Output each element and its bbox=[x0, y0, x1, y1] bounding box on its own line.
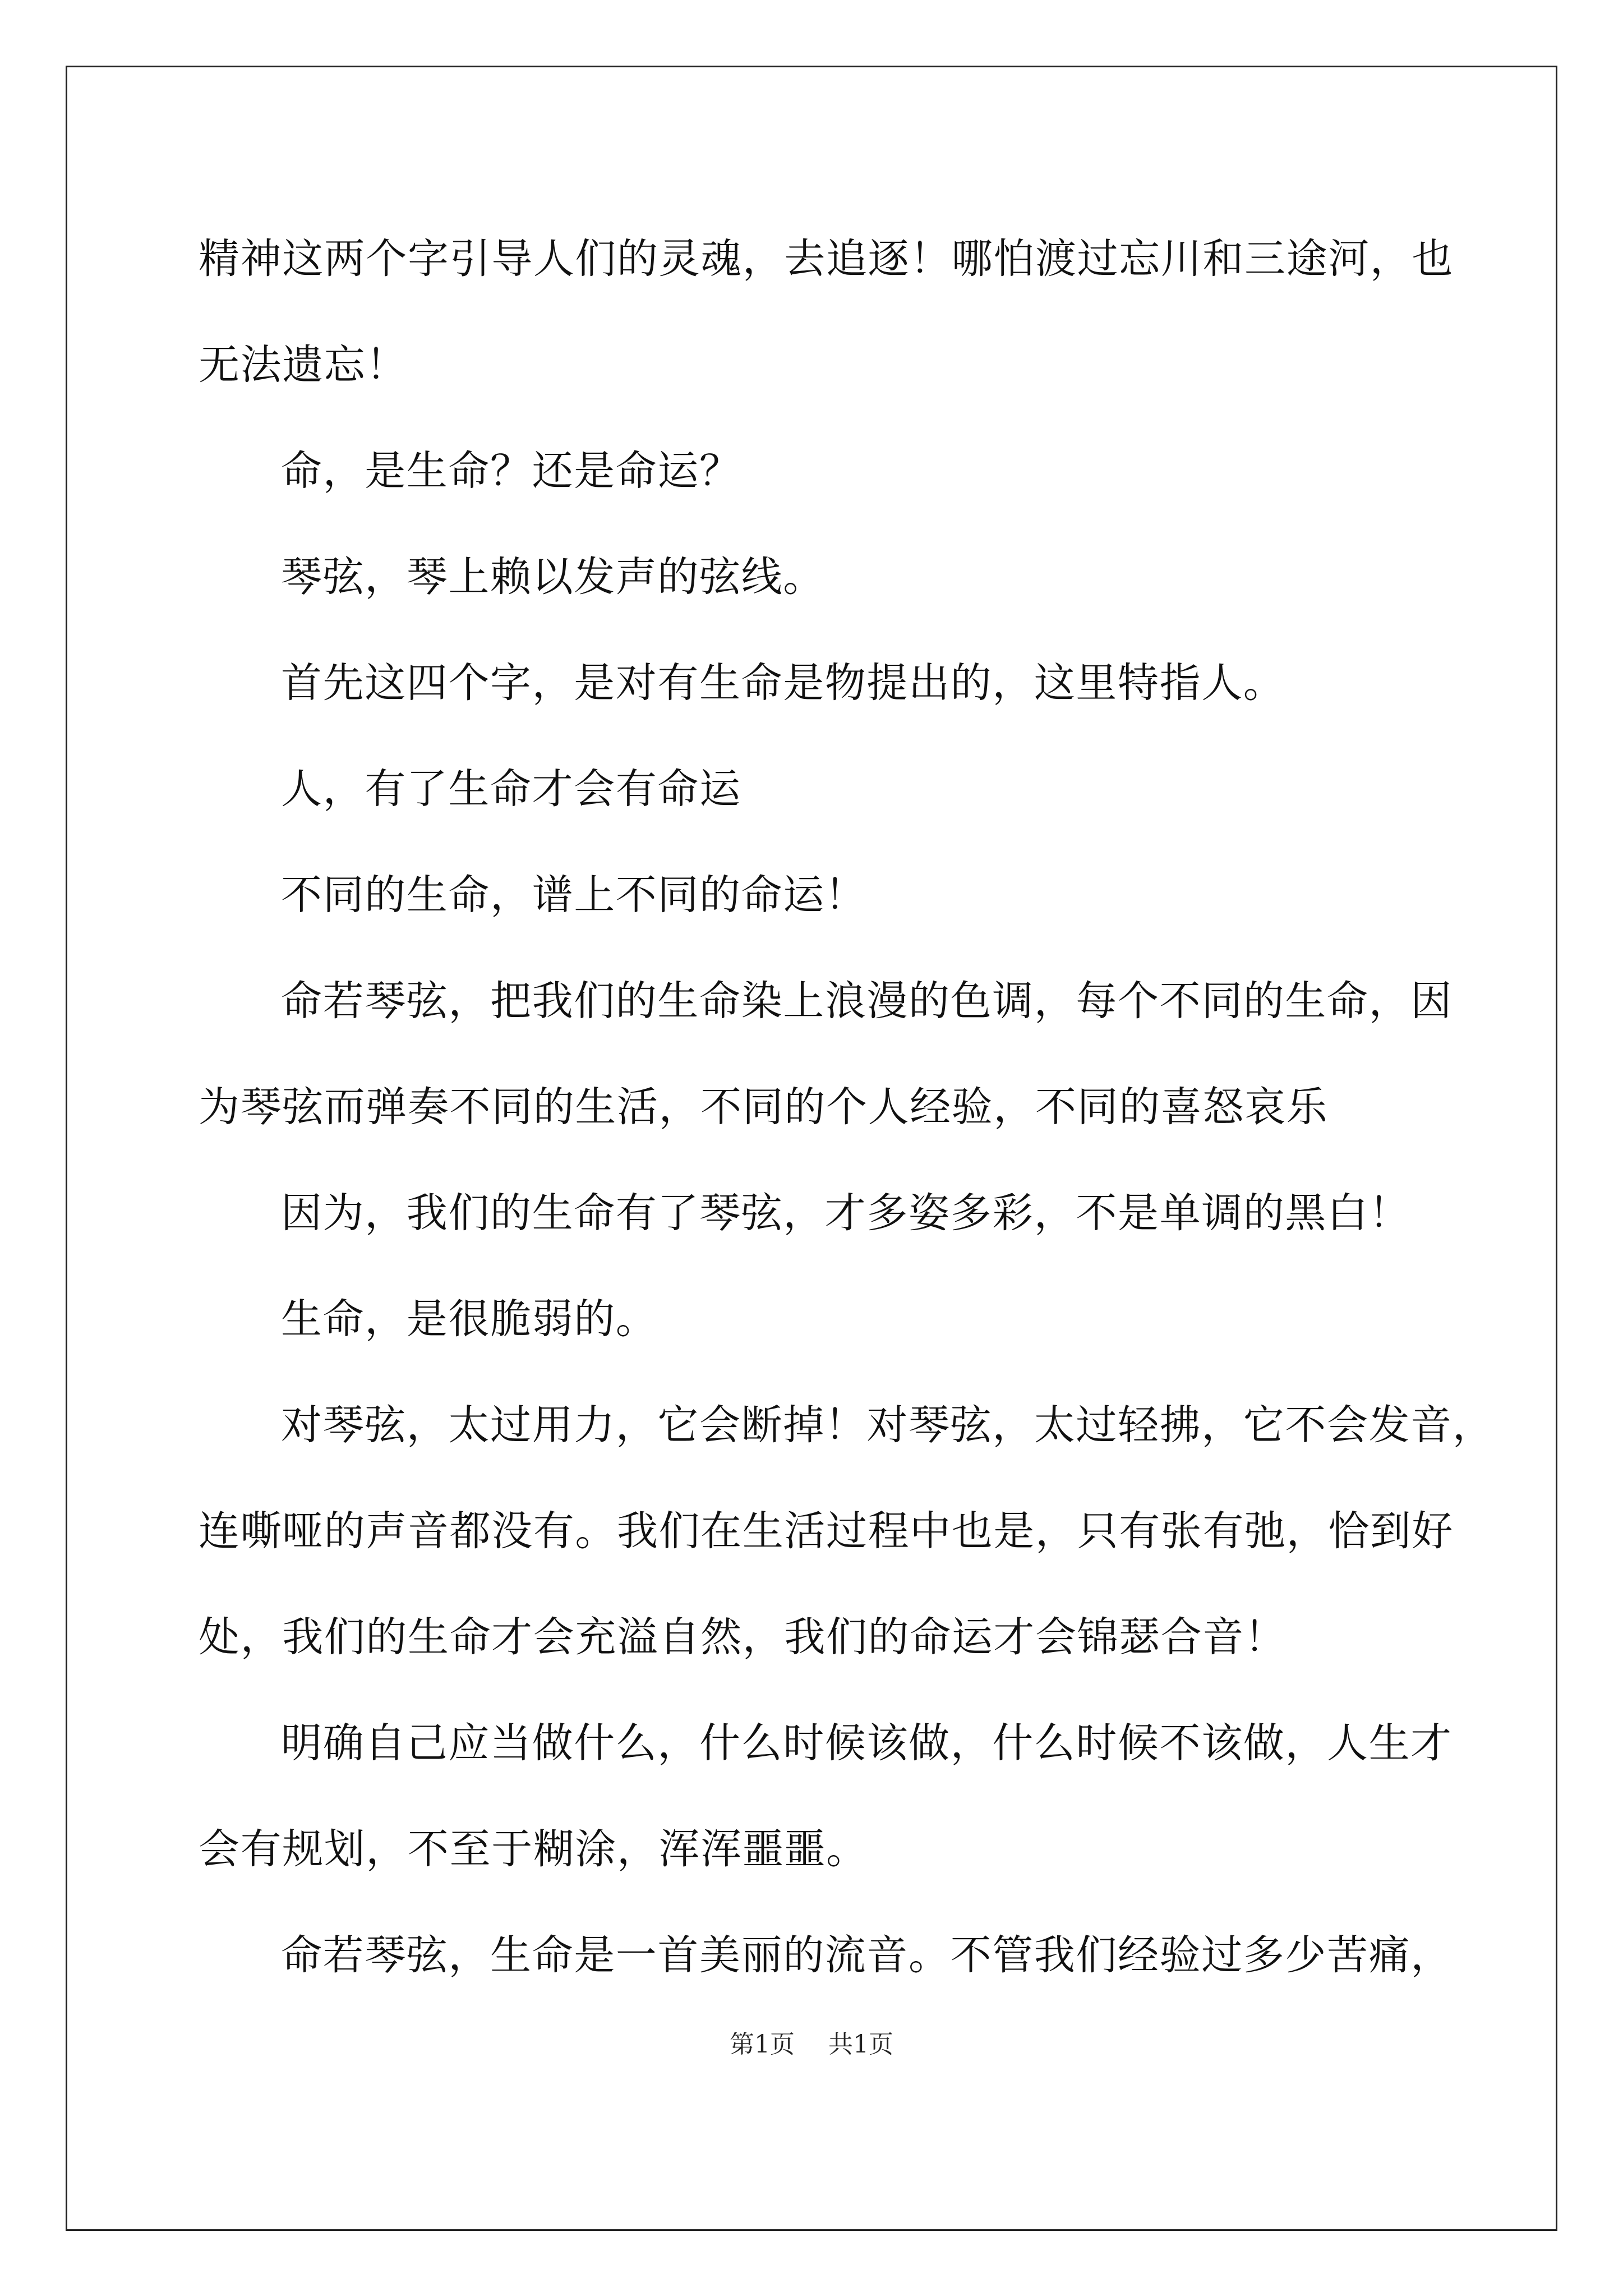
text-line: 会有规划，不至于糊涂，浑浑噩噩。 bbox=[199, 1825, 868, 1873]
text-line: 为琴弦而弹奏不同的生活，不同的个人经验，不同的喜怒哀乐 bbox=[199, 1083, 1329, 1131]
text-line: 明确自己应当做什么，什么时候该做，什么时候不该做，人生才 bbox=[281, 1719, 1453, 1767]
text-line: 连嘶哑的声音都没有。我们在生活过程中也是，只有张有弛，恰到好 bbox=[199, 1507, 1454, 1555]
page-number-current: 第1页 bbox=[730, 2030, 795, 2059]
text-line: 人，有了生命才会有命运 bbox=[281, 765, 741, 813]
page-footer bbox=[0, 2024, 1623, 2060]
text-line: 命，是生命？还是命运？ bbox=[281, 447, 741, 495]
text-line: 不同的生命，谱上不同的命运！ bbox=[281, 871, 867, 919]
text-line: 无法遗忘！ bbox=[199, 341, 408, 389]
text-line: 琴弦，琴上赖以发声的弦线。 bbox=[281, 553, 825, 601]
text-line: 命若琴弦，生命是一首美丽的流音。不管我们经验过多少苦痛， bbox=[281, 1931, 1453, 1979]
text-line: 对琴弦，太过用力，它会断掉！对琴弦，太过轻拂，它不会发音， bbox=[281, 1401, 1495, 1449]
text-line: 因为，我们的生命有了琴弦，才多姿多彩，不是单调的黑白！ bbox=[281, 1189, 1411, 1237]
page-number-total: 共1页 bbox=[828, 2030, 893, 2059]
text-line: 首先这四个字，是对有生命是物提出的，这里特指人。 bbox=[281, 659, 1285, 707]
document-body bbox=[199, 206, 1495, 2008]
text-line: 命若琴弦，把我们的生命染上浪漫的色调，每个不同的生命，因 bbox=[281, 977, 1453, 1025]
text-line: 生命，是很脆弱的。 bbox=[281, 1295, 658, 1343]
text-line: 精神这两个字引导人们的灵魂，去追逐！哪怕渡过忘川和三途河，也 bbox=[199, 235, 1454, 283]
text-line: 处，我们的生命才会充溢自然，我们的命运才会锦瑟合音！ bbox=[199, 1613, 1287, 1661]
